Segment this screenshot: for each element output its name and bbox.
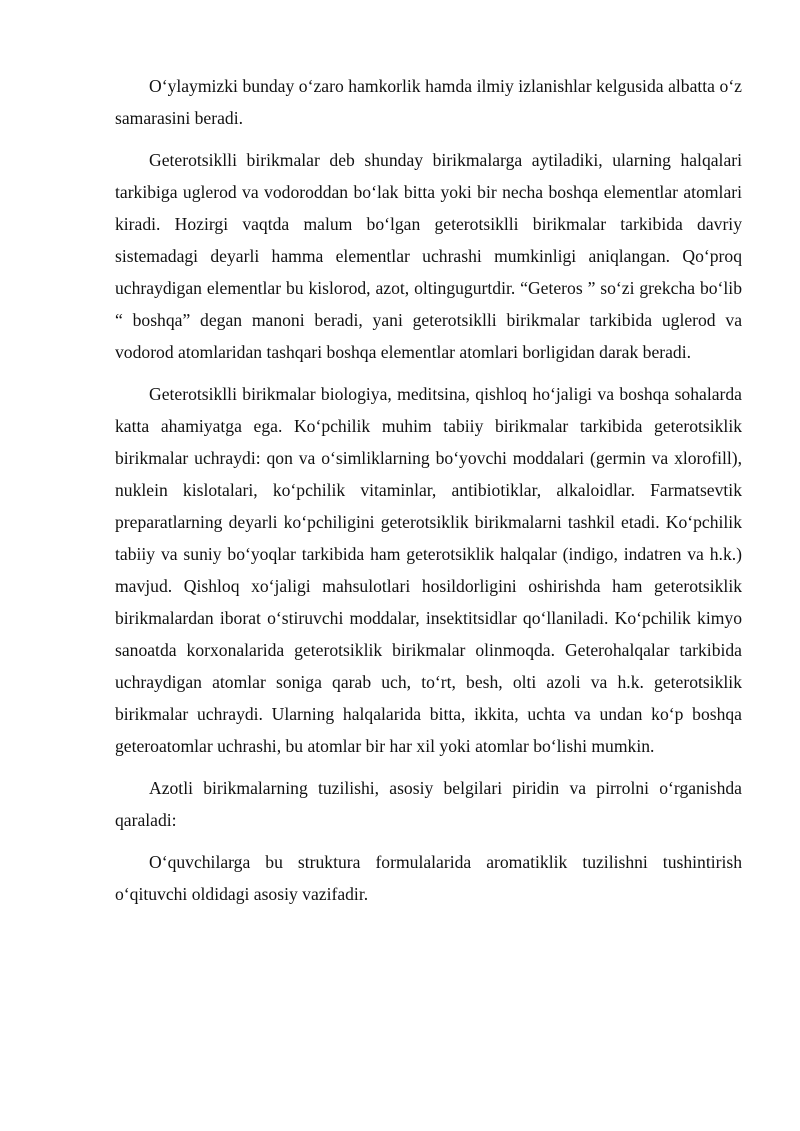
paragraph-heterocycle-definition: Geterotsiklli birikmalar deb shunday birikmalarga aytiladiki, ularning halqalari tarkibiga uglerod va vodoroddan bo‘lak bitta yoki bir necha boshqa elementlar atomlari kiradi. Hozirgi vaqtda malum bo‘lgan geterotsiklli birikmalar tarkibida davriy sistemadagi deyarli hamma elementlar uchrashi mumkinligi aniqlangan. Qo‘proq uchraydigan elementlar bu kislorod, azot, oltingugurtdir. “Geteros ” so‘zi grekcha bo‘lib “ boshqa” degan manoni beradi, yani geterotsiklli birikmalar tarkibida uglerod va vodorod atomlaridan tashqari boshqa elementlar atomlari borligidan darak beradi. (115, 150, 742, 362)
document-page (115, 70, 742, 920)
paragraph-cooperation: O‘ylaymizki bunday o‘zaro hamkorlik hamda ilmiy izlanishlar kelgusida albatta o‘z samarasini beradi. (115, 76, 742, 128)
paragraph-teacher-task: O‘quvchilarga bu struktura formulalarida aromatiklik tuzilishni tushintirish o‘qituvchi oldidagi asosiy vazifadir. (115, 852, 742, 904)
paragraph-heterocycle-importance: Geterotsiklli birikmalar biologiya, meditsina, qishloq ho‘jaligi va boshqa sohalarda katta ahamiyatga ega. Ko‘pchilik muhim tabiiy birikmalar tarkibida geterotsiklik birikmalar uchraydi: qon va o‘simliklarning bo‘yovchi moddalari (germin va xlorofill), nuklein kislotalari, ko‘pchilik vitaminlar, antibiotiklar, alkaloidlar. Farmatsevtik preparatlarning deyarli ko‘pchiligini geterotsiklik birikmalarni tashkil etadi. Ko‘pchilik tabiiy va suniy bo‘yoqlar tarkibida ham geterotsiklik halqalar (indigo, indatren va h.k.) mavjud. Qishloq xo‘jaligi mahsulotlari hosildorligini oshirishda ham geterotsiklik birikmalardan iborat o‘stiruvchi moddalar, insektitsidlar qo‘llaniladi. Ko‘pchilik kimyo sanoatda korxonalarida geterotsiklik birikmalar olinmoqda. Geterohalqalar tarkibida uchraydigan atomlar soniga qarab uch, to‘rt, besh, olti azoli va h.k. geterotsiklik birikmalar uchraydi. Ularning halqalarida bitta, ikkita, uchta va undan ko‘p boshqa geteroatomlar uchrashi, bu atomlar bir har xil yoki atomlar bo‘lishi mumkin. (115, 384, 742, 756)
paragraph-nitrogen-compounds: Azotli birikmalarning tuzilishi, asosiy belgilari piridin va pirrolni o‘rganishda qaraladi: (115, 778, 742, 830)
